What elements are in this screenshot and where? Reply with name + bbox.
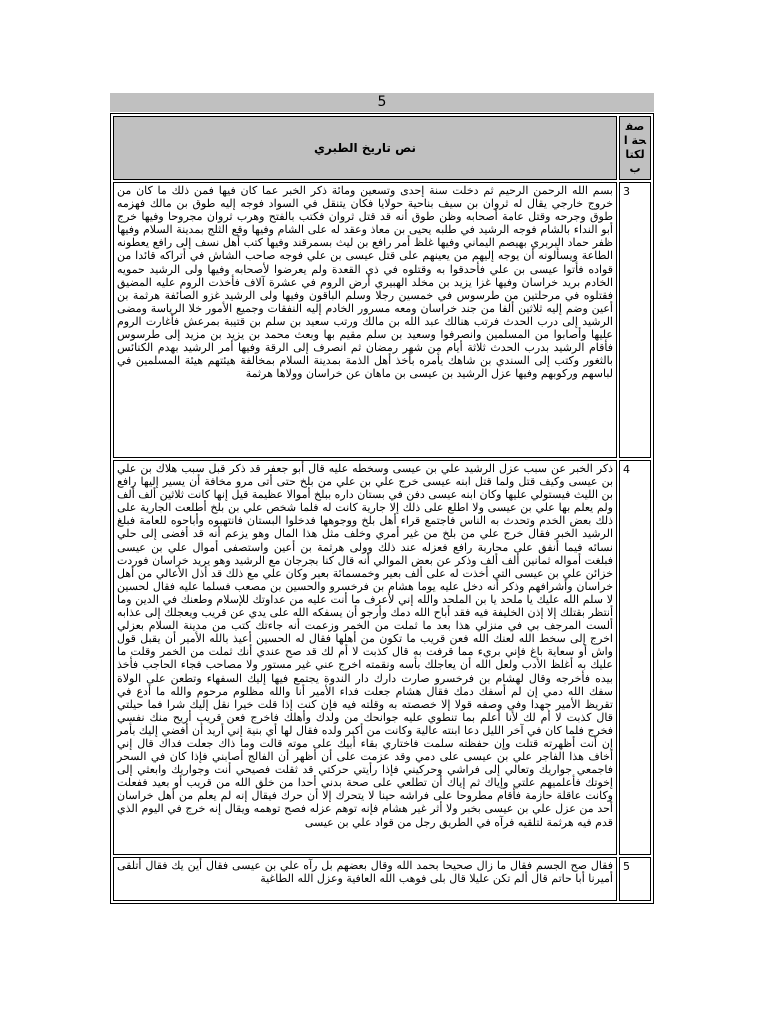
row-text: فقال صح الجسم فقال ما زال صحيحا بحمد الله وقال بعضهم بل رآه علي بن عيسى فقال أين يك فقال أتلقى أميرنا أبا حاتم قال ألم تكن عليلا قال بلى فوهب الله العافية وعزل الله الطاغية [113, 857, 617, 901]
tabari-text-table [110, 113, 654, 904]
row-page-number: 4 [619, 460, 651, 855]
row-text: ذكر الخبر عن سبب عزل الرشيد علي بن عيسى وسخطه عليه قال أبو جعفر قد ذكر قبل سبب هلاك بن علي بن عيسى وكيف قتل ولما قتل ابنه عيسى خرج علي بن علي من بلخ حتى أتى مرو مخافة أن يسير إليها رافع بن الليث فيستولي عليها وكان ابنه عيسى دفن في بستان داره ببلخ أموالا عظيمة قيل إنها كانت ثلاثين ألف ألف ولم يعلم بها علي بن عيسى ولا اطلع على ذلك إلا جارية كانت له فلما شخص علي بن بلخ أطلعت الجارية على ذلك بعض الخدم وتحدث به الناس فاجتمع قراء أهل بلخ ووجوهها فدخلوا البستان فانتهبوه وأباحوه للعامة فبلغ الرشيد الخبر فقال خرج علي من بلخ من غير أمري وخلف مثل هذا المال وهو يزعم أنه قد أفضى إلى حلي نسائه فيما أنفق على محاربة رافع فعزله عند ذلك وولى هرثمة بن أعين واستصفى أموال علي بن عيسى فبلغت أمواله ثمانين ألف ألف وذكر عن بعض الموالي أنه قال كنا بجرجان مع الرشيد وهو يريد خراسان فوردت خزائن علي بن عيسى التي أخذت له على ألف بعير وخمسمائة بعير وكان علي مع ذلك قد أذل الأعالي من أهل خراسان وأشرافهم وذكر أنه دخل عليه يوما هشام بن فرخسرو والحسين بن مصعب فسلما عليه فقال لحسين لا سلم الله عليك يا ملحد يا بن الملحد والله إني لأعرف ما أنت عليه من عداوتك للإسلام وطعنك في الدين وما أنتظر بقتلك إلا إذن الخليفة فيه فقد أباح الله دمك وأرجو أن يسفكه الله على يدي عن قريب ويعجلك إلى عذابه ألست المرجف بي في منزلي هذا بعد ما ثملت من الخمر وزعمت أنه جاءتك كتب من مدينة السلام بعزلي اخرج إلى سخط الله لعنك الله فعن قريب ما تكون من أهلها فقال له الحسين أعيذ بالله الأمير أن يقبل قول واش أو سعاية باغ فإني بريء مما قرفت به قال كذبت لا أم لك قد صح عندي أنك ثملت من الخمر وقلت ما عليك به أغلظ الأدب ولعل الله أن يعاجلك بأسه ونقمته اخرج عني غير مستور ولا مصاحب فجاء الحاجب فأخذ بيده فأخرجه وقال لهشام بن فرخسرو صارت دارك دار الندوة يجتمع فيها إليك السفهاء وتطعن على الولاة سفك الله دمي إن لم أسفك دمك فقال هشام جعلت فداء الأمير أنا والله مظلوم مرحوم والله ما أدع في تقريظ الأمير جهدا وفي وصفه قولا إلا خصصته به وقلته فيه فإن كنت إذا قلت خيرا نقل إليك شرا فما حيلتي قال كذبت لا أم لك لأنا أعلم بما تنطوي عليه جوانحك من ولدك وأهلك فاخرج فعن قريب أريح منك نفسي فخرج فلما كان في آخر الليل دعا ابنته عالية وكانت من أكبر ولده فقال لها أي بنية إني أريد أن أفضي إليك بأمر إن أنت أظهرته قتلت وإن حفظته سلمت فاختاري بقاء أبيك على موته قالت وما ذاك جعلت فداك قال إني أخاف هذا الفاجر علي بن عيسى على دمي وقد عزمت على أن أظهر أن الفالج أصابني فإذا كان في السحر فاجمعي جواريك وتعالي إلى فراشي وحركيني فإذا رأيتي حركتي قد ثقلت فصيحي أنت وجواريك وابعثي إلى إخوتك فأعلميهم علتي وإياك ثم إياك أن تطلعي على صحة بدني أحدا من خلق الله من قريب أو بعيد ففعلت وكانت عاقلة حازمة فأقام مطروحا على فراشه حينا لا يتحرك إلا أن حرك فيقال إنه لم يعلم من أهل خراسان أحد من عزل علي بن عيسى بخبر ولا أثر غير هشام فإنه توهم عزله فصح توهمه ويقال إنه خرج في اليوم الذي قدم فيه هرثمة لتلقيه فرآه في الطريق رجل من قواد علي بن عيسى [113, 460, 617, 855]
table-header-row [113, 116, 651, 180]
table-row [113, 460, 651, 855]
page-number-bar [110, 93, 654, 112]
row-text: بسم الله الرحمن الرحيم ثم دخلت سنة إحدى وتسعين ومائة ذكر الخبر عما كان فيها فمن ذلك ما كان من خروج خارجي يقال له ثروان بن سيف بناحية حولايا فكان يتنقل في السواد فوجه إليه طوق بن مالك فهزمه طوق وجرحه وقتل عامة أصحابه وظن طوق أنه قد قتل ثروان فكتب بالفتح وهرب ثروان مجروحا وفيها خرج أبو النداء بالشام فوجه الرشيد في طلبه يحيى بن معاذ وعقد له على الشام وفيها وقع الثلج بمدينة السلام وفيها ظفر حماد البربري بهيصم اليماني وفيها غلظ أمر رافع بن ليث بسمرقند وفيها كتب أهل نسف إلى رافع يعطونه الطاعة ويسألونه أن يوجه إليهم من يعينهم على قتل عيسى بن علي فوجه صاحب الشاش في أتراكه قائدا من قواده فأتوا عيسى بن علي فأحدقوا به وقتلوه في ذي القعدة ولم يعرضوا لأصحابه وفيها ولى الرشيد حمويه الخادم بريد خراسان وفيها غزا يزيد بن مخلد الهبيري أرض الروم في عشرة آلاف فأخذت الروم عليه المضيق فقتلوه في مرحلتين من طرسوس في خمسين رجلا وسلم الباقون وفيها ولى الرشيد غزو الصائفة هرثمة بن أعين وضم إليه ثلاثين ألفا من جند خراسان ومعه مسرور الخادم إليه النفقات وجميع الأمور خلا الرياسة ومضى الرشيد إلى درب الحدث فرتب هنالك عبد الله بن مالك ورتب سعيد بن سلم بن قتيبة بمرعش فأغارت الروم عليها وأصابوا من المسلمين وانصرفوا وسعيد بن سلم مقيم بها وبعث محمد بن يزيد بن مزيد إلى طرسوس فأقام الرشيد بدرب الحدث ثلاثة أيام من شهر رمضان ثم انصرف إلى الرقة وفيها أمر الرشيد بهدم الكنائس بالثغور وكتب إلى السندي بن شاهك يأمره بأخذ أهل الذمة بمدينة السلام بمخالفة هيئتهم هيئة المسلمين في لباسهم وركوبهم وفيها عزل الرشيد بن عيسى بن ماهان عن خراسان وولاها هرثمة [113, 182, 617, 458]
page-number: 5 [377, 94, 387, 110]
header-page-column: صفحة الكتاب [619, 116, 651, 180]
table-row [113, 182, 651, 458]
row-page-number: 3 [619, 182, 651, 458]
table-row [113, 857, 651, 901]
header-text-column: نص تاريخ الطبري [113, 116, 617, 180]
row-page-number: 5 [619, 857, 651, 901]
